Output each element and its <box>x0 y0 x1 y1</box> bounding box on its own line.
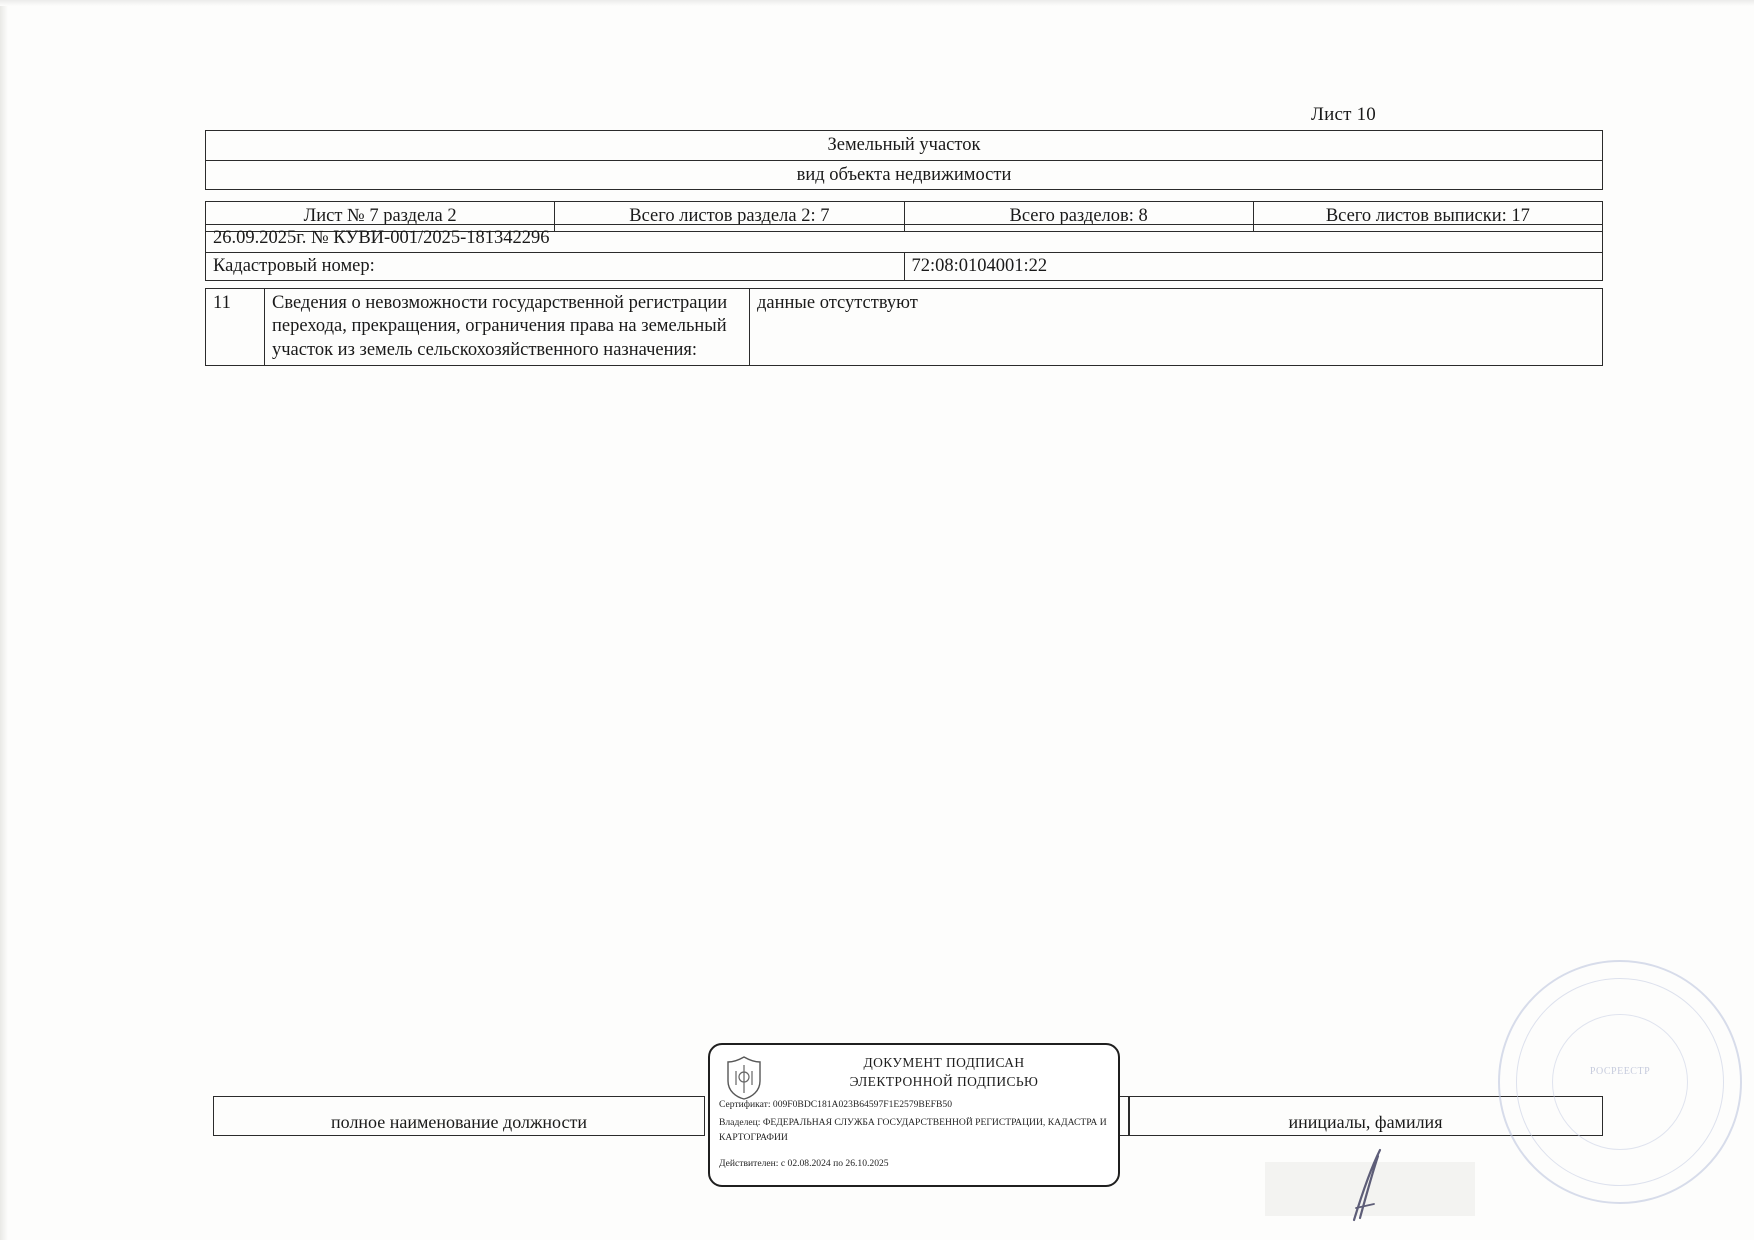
table-row <box>206 131 1603 161</box>
footer-position-label: полное наименование должности <box>331 1112 587 1132</box>
stamp-title-line1: ДОКУМЕНТ ПОДПИСАН <box>863 1055 1025 1070</box>
item-value: данные отсутствуют <box>750 289 1603 366</box>
total-sheets-extract: Всего листов выписки: 17 <box>1253 202 1602 232</box>
document-item-table <box>205 288 1603 366</box>
table-row <box>206 289 1603 366</box>
table-row <box>206 160 1603 190</box>
item-number: 11 <box>206 289 265 366</box>
scan-edge-left <box>0 0 8 1240</box>
object-type-caption: вид объекта недвижимости <box>206 160 1603 190</box>
object-type-value: Земельный участок <box>206 131 1603 161</box>
stamp-validity: Действителен: с 02.08.2024 по 26.10.2025 <box>719 1158 889 1169</box>
scan-edge-top <box>0 0 1754 6</box>
total-sections: Всего разделов: 8 <box>904 202 1253 232</box>
cadastral-number-value: 72:08:0104001:22 <box>904 253 1603 281</box>
document-header-table <box>205 130 1603 232</box>
sheet-of-section: Лист № 7 раздела 2 <box>206 202 555 232</box>
table-row <box>206 253 1603 281</box>
sheet-number: Лист 10 <box>1311 104 1376 125</box>
coat-of-arms-icon <box>724 1055 764 1101</box>
official-seal <box>1498 960 1742 1204</box>
spacer-cell <box>206 190 1603 202</box>
item-label: Сведения о невозможности государственной регистрации перехода, прекращения, ограничения права на земельный участок из земель сельскохозяйственного назначения: <box>265 289 750 366</box>
table-spacer-row <box>206 190 1603 202</box>
stamp-owner: Владелец: ФЕДЕРАЛЬНАЯ СЛУЖБА ГОСУДАРСТВЕННОЙ РЕГИСТРАЦИИ, КАДАСТРА И КАРТОГРАФИИ <box>719 1117 1107 1144</box>
total-sheets-section: Всего листов раздела 2: 7 <box>555 202 904 232</box>
date-and-number: 26.09.2025г. № КУВИ-001/2025-181342296 <box>206 225 1603 253</box>
stamp-title-line2: ЭЛЕКТРОННОЙ ПОДПИСЬЮ <box>849 1074 1039 1089</box>
table-row <box>206 225 1603 253</box>
stamp-certificate: Сертификат: 009F0BDC181A023B64597F1E2579BEFB50 <box>719 1099 953 1110</box>
electronic-signature-stamp <box>708 1043 1120 1187</box>
handwritten-signature-icon <box>1340 1146 1400 1226</box>
footer-initials-label: инициалы, фамилия <box>1288 1112 1443 1132</box>
seal-text: РОСРЕЕСТР <box>1589 1066 1651 1077</box>
document-meta-table <box>205 224 1603 281</box>
cadastral-number-label: Кадастровый номер: <box>206 253 905 281</box>
